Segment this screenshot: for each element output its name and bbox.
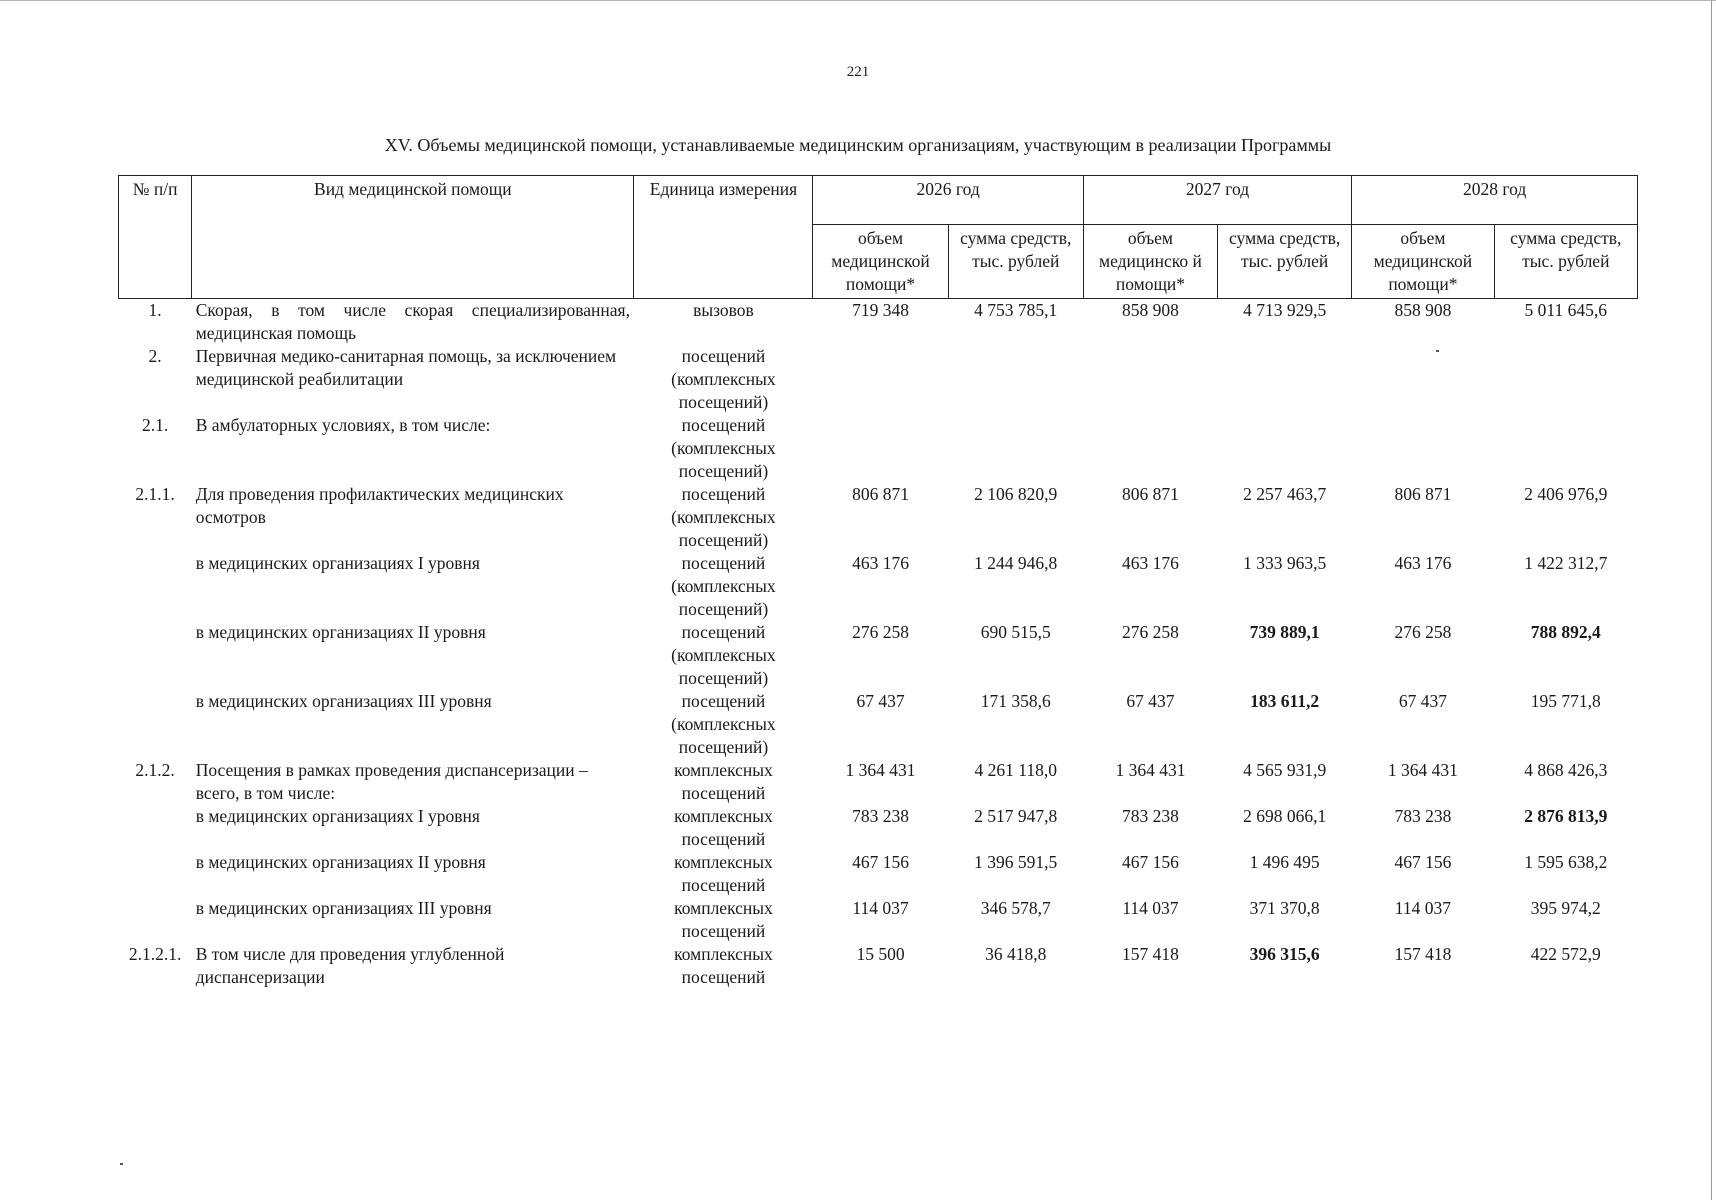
- row-name: в медицинских организациях II уровня: [195, 852, 486, 872]
- row-number: 2.1.2.: [135, 760, 175, 780]
- table-row: [119, 621, 1638, 690]
- sum-2026: 2 106 820,9: [974, 484, 1058, 504]
- volume-2027: 463 176: [1122, 553, 1179, 573]
- table-header: [119, 176, 1638, 299]
- row-unit: комплексных посещений: [674, 852, 773, 895]
- table-row: [119, 299, 1638, 346]
- sum-2027: 1 496 495: [1249, 852, 1320, 872]
- row-unit: посещений (комплексных посещений): [671, 691, 776, 757]
- row-unit: посещений (комплексных посещений): [671, 622, 776, 688]
- volume-2028: 467 156: [1394, 852, 1452, 872]
- row-name: Посещения в рамках проведения диспансеризации – всего, в том числе:: [195, 760, 588, 803]
- volume-2026: 719 348: [852, 300, 909, 320]
- volume-2028: 463 176: [1394, 553, 1452, 573]
- sum-2028: 4 868 426,3: [1524, 760, 1608, 780]
- volume-2027: 806 871: [1122, 484, 1179, 504]
- volume-2028: 114 037: [1394, 898, 1452, 918]
- row-unit: посещений (комплексных посещений): [671, 346, 776, 412]
- row-number: [119, 690, 192, 759]
- row-number: [119, 621, 192, 690]
- header-volume-2027: объем медицинско й помощи*: [1083, 225, 1217, 299]
- row-number: 2.1.2.1.: [128, 944, 182, 964]
- header-num: № п/п: [119, 176, 192, 299]
- volume-2026: 276 258: [852, 622, 909, 642]
- volume-2027: 467 156: [1122, 852, 1179, 872]
- volume-2028: [1352, 345, 1494, 414]
- volume-2026: 1 364 431: [845, 760, 916, 780]
- sum-2027: 1 333 963,5: [1243, 553, 1327, 573]
- volume-2026: [813, 414, 948, 483]
- row-number: [119, 552, 192, 621]
- row-number: 2.: [148, 346, 162, 366]
- page-number: 221: [846, 64, 870, 80]
- volume-2027: 783 238: [1122, 806, 1179, 826]
- header-sum-2028: сумма средств, тыс. рублей: [1494, 225, 1637, 299]
- row-name: Для проведения профилактических медицинских осмотров: [195, 484, 564, 527]
- volume-2028: 783 238: [1394, 806, 1452, 826]
- sum-2027: 183 611,2: [1250, 691, 1320, 711]
- row-unit: посещений (комплексных посещений): [671, 415, 776, 481]
- volume-2026: 67 437: [856, 691, 905, 711]
- header-year-2026: 2026 год: [813, 176, 1083, 225]
- volume-2028: 806 871: [1394, 484, 1452, 504]
- row-number: [119, 897, 192, 943]
- table-row: [119, 897, 1638, 943]
- table-row: [119, 552, 1638, 621]
- sum-2027: [1218, 345, 1352, 414]
- sum-2028: 195 771,8: [1530, 691, 1601, 711]
- row-number: 2.1.1.: [135, 484, 175, 504]
- table-row: [119, 759, 1638, 805]
- scan-speck: [1436, 350, 1439, 352]
- row-name: В амбулаторных условиях, в том числе:: [195, 415, 491, 435]
- header-volume-2026: объем медицинской помощи*: [813, 225, 948, 299]
- sum-2026: 36 418,8: [985, 944, 1047, 964]
- volumes-table: [118, 175, 1638, 989]
- table-row: [119, 943, 1638, 989]
- header-sum-2027: сумма средств, тыс. рублей: [1218, 225, 1352, 299]
- sum-2026: 1 244 946,8: [974, 553, 1058, 573]
- header-year-2028: 2028 год: [1352, 176, 1638, 225]
- header-unit: Единица измерения: [634, 176, 813, 299]
- sum-2027: 739 889,1: [1249, 622, 1320, 642]
- volume-2027: [1083, 414, 1217, 483]
- sum-2026: 4 753 785,1: [974, 300, 1058, 320]
- sum-2028: [1494, 345, 1637, 414]
- row-number: [119, 851, 192, 897]
- table-row: [119, 690, 1638, 759]
- scan-top-edge: [0, 0, 1716, 1]
- header-volume-2028: объем медицинской помощи*: [1352, 225, 1494, 299]
- table-row: [119, 345, 1638, 414]
- row-name: Первичная медико-санитарная помощь, за исключением медицинской реабилитации: [195, 346, 617, 389]
- sum-2027: 4 713 929,5: [1243, 300, 1327, 320]
- row-unit: комплексных посещений: [674, 898, 773, 941]
- sum-2027: 396 315,6: [1249, 944, 1320, 964]
- scan-right-edge: [1711, 0, 1712, 1200]
- header-kind: Вид медицинской помощи: [192, 176, 634, 299]
- volume-2026: 806 871: [852, 484, 909, 504]
- row-number: 1.: [148, 300, 162, 320]
- sum-2028: 395 974,2: [1530, 898, 1601, 918]
- volume-2027: 114 037: [1122, 898, 1179, 918]
- table-row: [119, 805, 1638, 851]
- row-name: в медицинских организациях I уровня: [195, 553, 480, 573]
- sum-2026: 2 517 947,8: [974, 806, 1058, 826]
- scan-speck: [120, 1163, 123, 1165]
- row-unit: вызовов: [693, 300, 754, 320]
- volume-2028: 157 418: [1394, 944, 1452, 964]
- section-title: XV. Объемы медицинской помощи, устанавливаемые медицинским организациям, участвующим в реализации Программы: [384, 135, 1332, 155]
- volume-2027: 276 258: [1122, 622, 1179, 642]
- sum-2028: 1 422 312,7: [1524, 553, 1608, 573]
- sum-2026: 171 358,6: [980, 691, 1051, 711]
- volume-2026: 463 176: [852, 553, 909, 573]
- sum-2027: [1218, 414, 1352, 483]
- table-row: [119, 851, 1638, 897]
- row-unit: комплексных посещений: [674, 944, 773, 987]
- volume-2028: 858 908: [1394, 300, 1452, 320]
- sum-2027: 2 698 066,1: [1243, 806, 1327, 826]
- volume-2028: 67 437: [1398, 691, 1447, 711]
- table-row: [119, 483, 1638, 552]
- sum-2026: [948, 345, 1083, 414]
- sum-2028: 422 572,9: [1530, 944, 1601, 964]
- row-name: в медицинских организациях III уровня: [195, 691, 492, 711]
- volume-2027: 858 908: [1122, 300, 1179, 320]
- row-name: в медицинских организациях III уровня: [195, 898, 492, 918]
- sum-2027: 371 370,8: [1249, 898, 1320, 918]
- header-year-2027: 2027 год: [1083, 176, 1351, 225]
- volume-2028: [1352, 414, 1494, 483]
- row-name: в медицинских организациях II уровня: [195, 622, 486, 642]
- sum-2026: 1 396 591,5: [974, 852, 1058, 872]
- table-body: [119, 299, 1638, 990]
- row-number: 2.1.: [141, 415, 169, 435]
- sum-2028: 2 406 976,9: [1524, 484, 1608, 504]
- volume-2027: [1083, 345, 1217, 414]
- volume-2027: 1 364 431: [1115, 760, 1186, 780]
- volume-2026: 15 500: [856, 944, 905, 964]
- sum-2026: [948, 414, 1083, 483]
- volume-2028: 1 364 431: [1387, 760, 1458, 780]
- row-name: Скорая, в том числе скорая специализированная, медицинская помощь: [195, 300, 630, 343]
- sum-2027: 4 565 931,9: [1243, 760, 1327, 780]
- row-unit: посещений (комплексных посещений): [671, 484, 776, 550]
- sum-2028: [1494, 414, 1637, 483]
- volume-2026: [813, 345, 948, 414]
- sum-2027: 2 257 463,7: [1243, 484, 1327, 504]
- volume-2026: 114 037: [852, 898, 909, 918]
- sum-2028: 5 011 645,6: [1524, 300, 1608, 320]
- volume-2027: 157 418: [1122, 944, 1179, 964]
- sum-2028: 1 595 638,2: [1524, 852, 1608, 872]
- volume-2027: 67 437: [1126, 691, 1175, 711]
- table-row: [119, 414, 1638, 483]
- volume-2026: 467 156: [852, 852, 909, 872]
- sum-2028: 2 876 813,9: [1524, 806, 1608, 826]
- sum-2026: 346 578,7: [980, 898, 1051, 918]
- volume-2028: 276 258: [1394, 622, 1452, 642]
- volume-2026: 783 238: [852, 806, 909, 826]
- sum-2026: 690 515,5: [980, 622, 1051, 642]
- row-name: В том числе для проведения углубленной диспансеризации: [195, 944, 505, 987]
- sum-2028: 788 892,4: [1530, 622, 1601, 642]
- row-number: [119, 805, 192, 851]
- header-sum-2026: сумма средств, тыс. рублей: [948, 225, 1083, 299]
- row-unit: комплексных посещений: [674, 806, 773, 849]
- row-name: в медицинских организациях I уровня: [195, 806, 480, 826]
- sum-2026: 4 261 118,0: [974, 760, 1057, 780]
- row-unit: посещений (комплексных посещений): [671, 553, 776, 619]
- row-unit: комплексных посещений: [674, 760, 773, 803]
